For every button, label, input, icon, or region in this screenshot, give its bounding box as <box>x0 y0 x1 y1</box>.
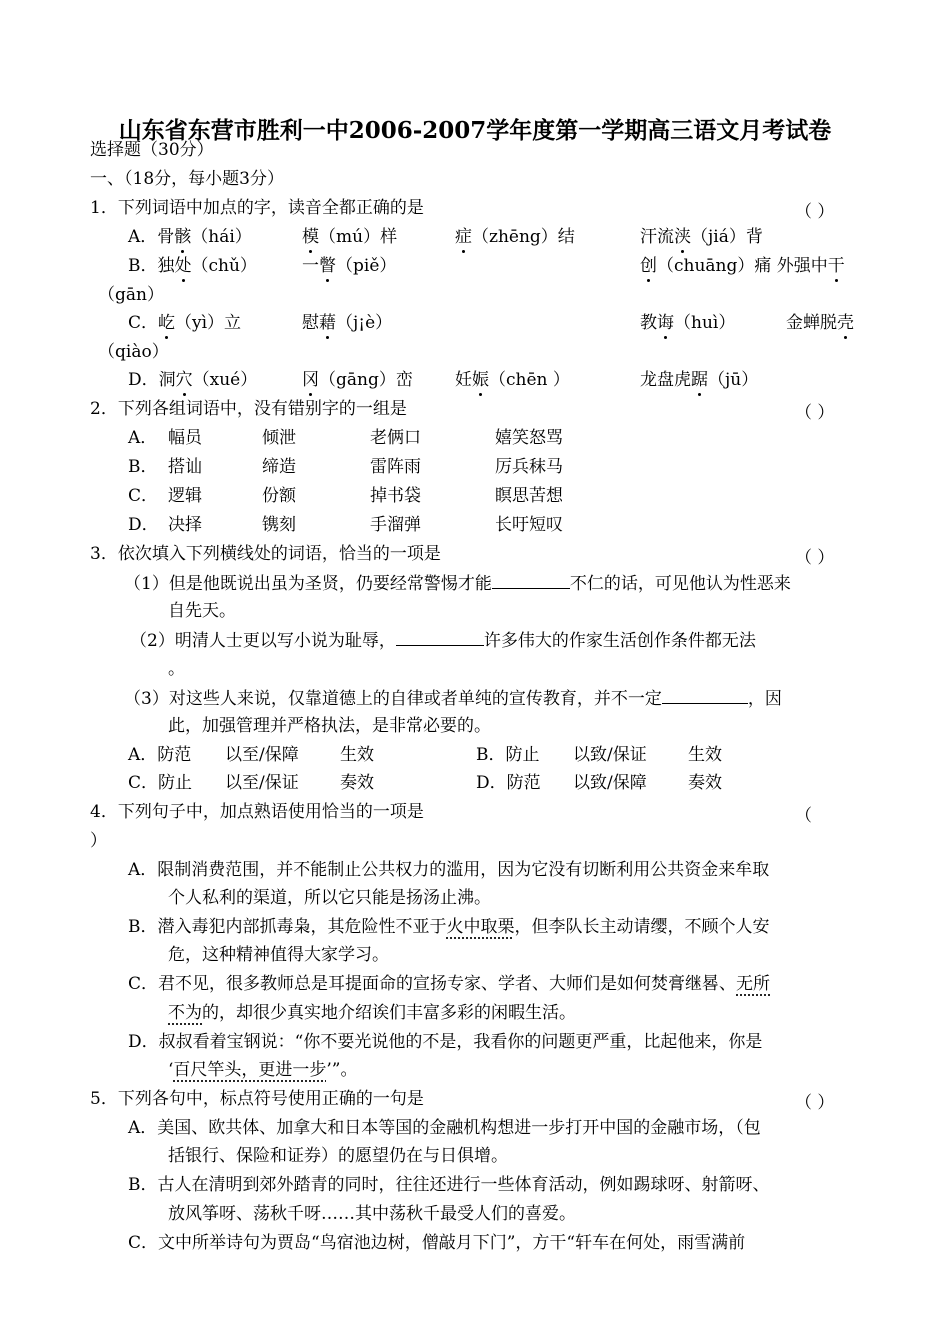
emphasis-dot-char: 藉 <box>319 313 336 333</box>
q1-stem: 1．下列词语中加点的字，读音全都正确的是 <box>90 198 424 218</box>
emphasis-dot-char: 穴 <box>175 370 193 390</box>
q2-option-letter: B． <box>128 457 158 477</box>
q2-word: 厉兵秣马 <box>495 457 563 477</box>
q1-option-c-cont: （qiào） <box>98 342 169 362</box>
emphasis-dot-char: 娠 <box>472 370 489 390</box>
q1-option-b-cont: （gān） <box>98 285 164 305</box>
dotted-idiom: 无所 <box>736 974 771 994</box>
emphasis-dot-char: 处 <box>174 256 192 276</box>
q2-option-letter: D． <box>128 515 159 535</box>
q3-option: A．防范 <box>128 745 192 765</box>
q1-option-c-word3: 教诲（huì） <box>640 313 736 333</box>
dotted-idiom: 不为 <box>168 1003 202 1023</box>
q2-answer-paren: （ ） <box>795 403 835 423</box>
q1-option-c: C．屹（yì）立 <box>128 313 242 333</box>
q3-option-word: 生效 <box>688 745 722 765</box>
q2-word: 份额 <box>262 486 296 506</box>
q5-option-a-cont: 括银行、保险和证券）的愿望仍在与日俱增。 <box>168 1146 508 1166</box>
q2-word: 决择 <box>168 515 202 535</box>
q5-stem: 5．下列各句中，标点符号使用正确的一句是 <box>90 1089 424 1109</box>
emphasis-dot-char: 创 <box>640 256 657 276</box>
emphasis-dot-char: 浃 <box>674 227 691 247</box>
q5-option-b: B．古人在清明到郊外踏青的同时，往往还进行一些体育活动，例如踢球呀、射箭呀、 <box>128 1175 770 1195</box>
exam-title: 山东省东营市胜利一中2006-2007学年度第一学期高三语文月考试卷 <box>118 117 832 144</box>
q4-paren-close: ） <box>90 831 107 851</box>
emphasis-dot-char: 诲 <box>657 313 674 333</box>
q4-option-b: B．潜入毒犯内部抓毒枭，其危险性不亚于火中取栗，但李队长主动请缨，不顾个人安 <box>128 917 770 937</box>
q5-option-c: C．文中所举诗句为贾岛“鸟宿池边树，僧敲月下门”，方干“轩车在何处，雨雪满前 <box>128 1233 746 1253</box>
q3-option-word: 以至/保证 <box>225 773 299 793</box>
q3-stem: 3．依次填入下列横线处的词语，恰当的一项是 <box>90 544 441 564</box>
emphasis-dot-char: 干 <box>827 256 845 276</box>
dotted-idiom: 火中取栗 <box>446 917 515 937</box>
q3-option-word: 奏效 <box>340 773 374 793</box>
q1-option-c-word2: 慰藉（j¡è） <box>302 313 393 333</box>
emphasis-dot-char: 冈 <box>302 370 319 390</box>
q2-word: 长吁短叹 <box>495 515 563 535</box>
emphasis-dot-char: 骸 <box>174 227 192 247</box>
emphasis-dot-char: 壳 <box>837 313 854 333</box>
emphasis-dot-char: 踞 <box>691 370 708 390</box>
q3-option-word: 以致/保障 <box>573 773 647 793</box>
q2-word: 搭讪 <box>168 457 202 477</box>
q4-paren-open: （ <box>795 806 812 826</box>
q2-option-letter: C． <box>128 486 159 506</box>
section-heading: 选择题（30分） <box>90 140 214 160</box>
q2-word: 镌刻 <box>262 515 296 535</box>
q3-option-word: 以至/保障 <box>225 745 299 765</box>
q4-option-c: C．君不见，很多教师总是耳提面命的宣扬专家、学者、大师们是如何焚膏继晷、无所 <box>128 974 771 994</box>
q3-option: C．防止 <box>128 773 193 793</box>
q4-option-a: A．限制消费范围，并不能制止公共权力的滥用，因为它没有切断利用公共资金来牟取 <box>128 860 770 880</box>
dotted-idiom: 百尺竿头，更进一步 <box>173 1060 327 1080</box>
q1-option-a-word2: 模（mú）样 <box>302 227 398 247</box>
dotted-idiom: 扬汤止沸 <box>406 888 474 908</box>
q1-option-d-word3: 妊娠（chēn ） <box>455 370 570 390</box>
q1-option-d-word2: 冈（gāng）峦 <box>302 370 413 390</box>
q3-sentence-1: （1）但是他既说出虽为圣贤，仍要经常警惕才能 不仁的话，可见他认为性恶来 <box>124 574 791 594</box>
emphasis-dot-char: 症 <box>455 227 472 247</box>
q3-sentence-2-cont: 。 <box>168 659 185 679</box>
q3-option: D．防范 <box>476 773 541 793</box>
q1-option-b-word3: 创（chuāng）痛 外强中干 <box>640 256 845 276</box>
q5-answer-paren: （ ） <box>795 1093 835 1113</box>
q4-option-a-cont: 个人私利的渠道，所以它只能是扬汤止沸。 <box>168 888 491 908</box>
q4-option-d-cont: ‘百尺竿头，更进一步’”。 <box>168 1060 358 1080</box>
q1-option-a-word4: 汗流浃（jiá）背 <box>640 227 763 247</box>
q2-word: 缔造 <box>262 457 296 477</box>
q2-word: 嬉笑怒骂 <box>495 428 563 448</box>
q4-option-b-cont: 危，这种精神值得大家学习。 <box>168 945 389 965</box>
q3-option-word: 以致/保证 <box>573 745 647 765</box>
q1-option-d-word4: 龙盘虎踞（jū） <box>640 370 759 390</box>
q3-option-word: 奏效 <box>688 773 722 793</box>
q3-option-word: 生效 <box>340 745 374 765</box>
q2-word: 手溜弹 <box>370 515 421 535</box>
q3-answer-paren: （ ） <box>795 548 835 568</box>
q1-option-a-word3: 症（zhēng）结 <box>455 227 575 247</box>
q5-option-a: A．美国、欧共体、加拿大和日本等国的金融机构想进一步打开中国的金融市场，（包 <box>128 1118 761 1138</box>
q1-option-c-word4: 金蝉脱壳 <box>786 313 854 333</box>
q2-word: 雷阵雨 <box>370 457 421 477</box>
part-heading: 一、（18分，每小题3分） <box>90 169 284 189</box>
q1-answer-paren: （ ） <box>795 202 835 222</box>
emphasis-dot-char: 瞥 <box>319 256 336 276</box>
q2-word: 倾泄 <box>262 428 296 448</box>
q2-option-letter: A． <box>128 428 158 448</box>
fill-blank <box>662 687 748 704</box>
q3-sentence-3-cont: 此，加强管理并严格执法，是非常必要的。 <box>168 716 491 736</box>
q1-option-d: D．洞穴（xué） <box>128 370 258 390</box>
q1-option-a: A．骨骸（hái） <box>128 227 252 247</box>
q3-sentence-1-cont: 自先天。 <box>168 601 236 621</box>
q2-stem: 2．下列各组词语中，没有错别字的一组是 <box>90 399 407 419</box>
q2-word: 老俩口 <box>370 428 421 448</box>
q2-word: 掉书袋 <box>370 486 421 506</box>
q3-sentence-3: （3）对这些人来说，仅靠道德上的自律或者单纯的宣传教育，并不一定 ，因 <box>124 689 782 709</box>
emphasis-dot-char: 屹 <box>158 313 176 333</box>
q3-sentence-2: （2）明清人士更以写小说为耻辱， 许多伟大的作家生活创作条件都无法 <box>130 631 756 651</box>
q2-word: 瞑思苦想 <box>495 486 563 506</box>
q3-option: B．防止 <box>476 745 540 765</box>
emphasis-dot-char: 模 <box>302 227 319 247</box>
q5-option-b-cont: 放风筝呀、荡秋千呀……其中荡秋千最受人们的喜爱。 <box>168 1204 576 1224</box>
q2-word: 幅员 <box>168 428 202 448</box>
q4-stem: 4．下列句子中，加点熟语使用恰当的一项是 <box>90 802 424 822</box>
fill-blank <box>492 572 570 589</box>
q4-option-d: D．叔叔看着宝钢说：“你不要光说他的不是，我看你的问题更严重，比起他来，你是 <box>128 1032 763 1052</box>
q2-word: 逻辑 <box>168 486 202 506</box>
q1-option-b: B．独处（chǔ） <box>128 256 257 276</box>
q1-option-b-word2: 一瞥（piě） <box>302 256 397 276</box>
fill-blank <box>396 629 484 646</box>
q4-option-c-cont: 不为的，却很少真实地介绍诶们丰富多彩的闲暇生活。 <box>168 1003 576 1023</box>
